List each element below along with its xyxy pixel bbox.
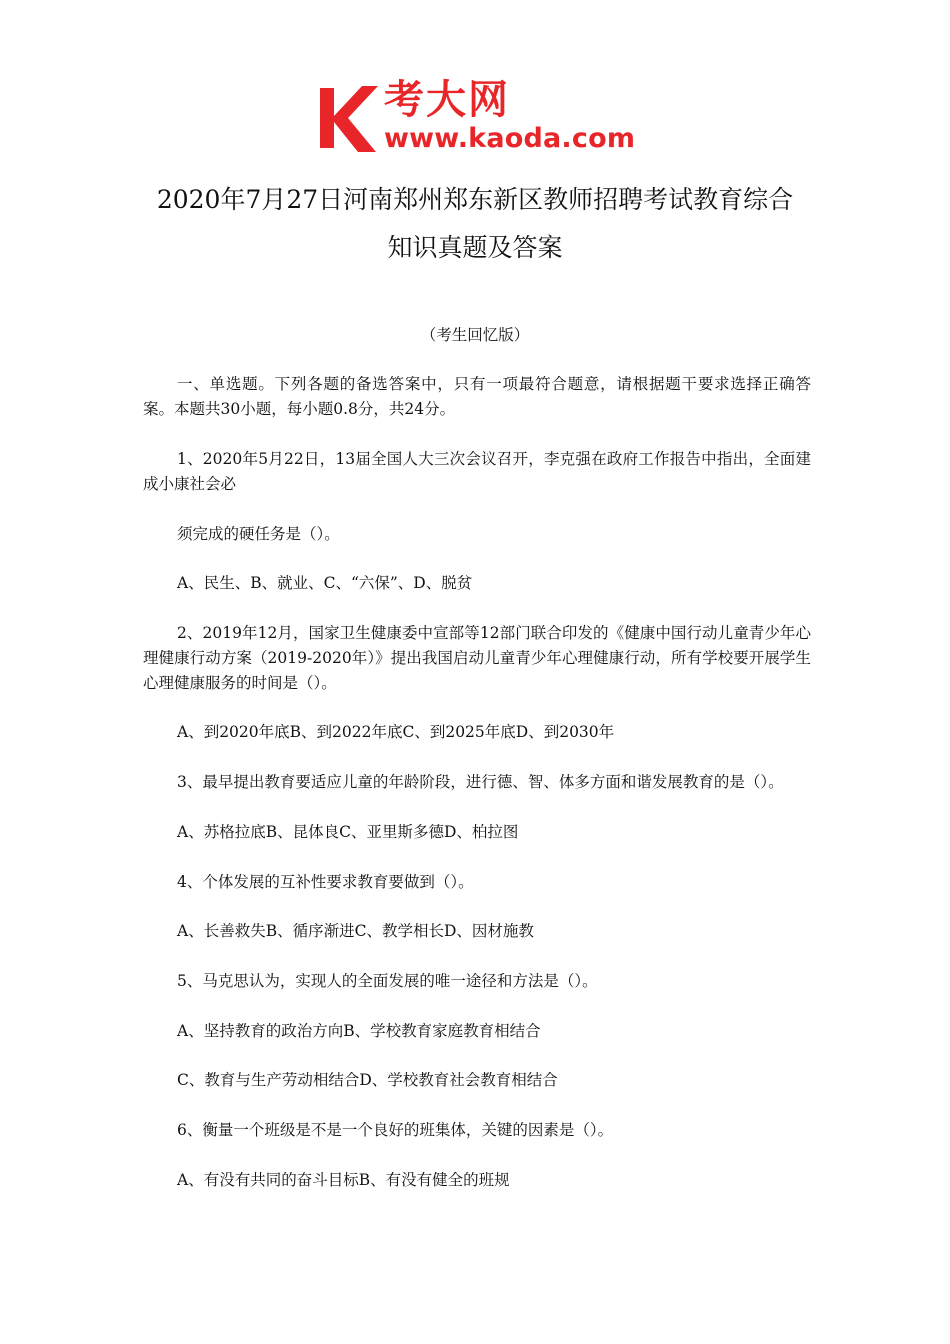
question-2-stem: 2、2019年12月，国家卫生健康委中宣部等12部门联合印发的《健康中国行动儿童青少年心理健康行动方案（2019-2020年）》提出我国启动儿童青少年心理健康行动，所有学校要开展学生心理健康服务的时间是（）。 [143, 624, 811, 692]
question-3-options: A、苏格拉底B、昆体良C、亚里斯多德D、柏拉图 [177, 823, 519, 841]
title-line-1: 2020年7月27日河南郑州郑东新区教师招聘考试教育综合 [156, 185, 794, 214]
document-subtitle: （考生回忆版） [420, 326, 530, 344]
question-3-stem: 3、最早提出教育要适应儿童的年龄阶段，进行德、智、体多方面和谐发展教育的是（）。 [177, 773, 784, 791]
question-1-stem: 1、2020年5月22日，13届全国人大三次会议召开，李克强在政府工作报告中指出，全面建成小康社会必 [143, 450, 811, 493]
k-letter-logo-icon [318, 82, 380, 154]
question-1-options: A、民生、B、就业、C、“六保”、D、脱贫 [177, 574, 473, 592]
logo-brand-name: 考大网 [384, 77, 510, 123]
section-intro: 一、单选题。下列各题的备选答案中，只有一项最符合题意，请根据题干要求选择正确答案。本题共30小题，每小题0.8分，共24分。 [143, 375, 811, 418]
question-4-stem: 4、个体发展的互补性要求教育要做到（）。 [177, 873, 474, 891]
question-5-options-ab: A、坚持教育的政治方向B、学校教育家庭教育相结合 [177, 1022, 541, 1040]
question-2-options: A、到2020年底B、到2022年底C、到2025年底D、到2030年 [177, 723, 615, 741]
question-5-stem: 5、马克思认为，实现人的全面发展的唯一途径和方法是（）。 [177, 972, 598, 990]
logo-url: www.kaoda.com [384, 123, 636, 154]
question-1-stem-cont: 须完成的硬任务是（）。 [177, 525, 340, 543]
question-5-options-cd: C、教育与生产劳动相结合D、学校教育社会教育相结合 [177, 1071, 558, 1089]
question-6-stem: 6、衡量一个班级是不是一个良好的班集体，关键的因素是（）。 [177, 1121, 614, 1139]
question-6-options-ab: A、有没有共同的奋斗目标B、有没有健全的班规 [177, 1171, 510, 1189]
document-title [120, 176, 830, 272]
title-line-2: 知识真题及答案 [387, 233, 563, 262]
question-4-options: A、长善救失B、循序渐进C、教学相长D、因材施教 [177, 922, 534, 940]
kaoda-logo[interactable] [318, 78, 638, 160]
